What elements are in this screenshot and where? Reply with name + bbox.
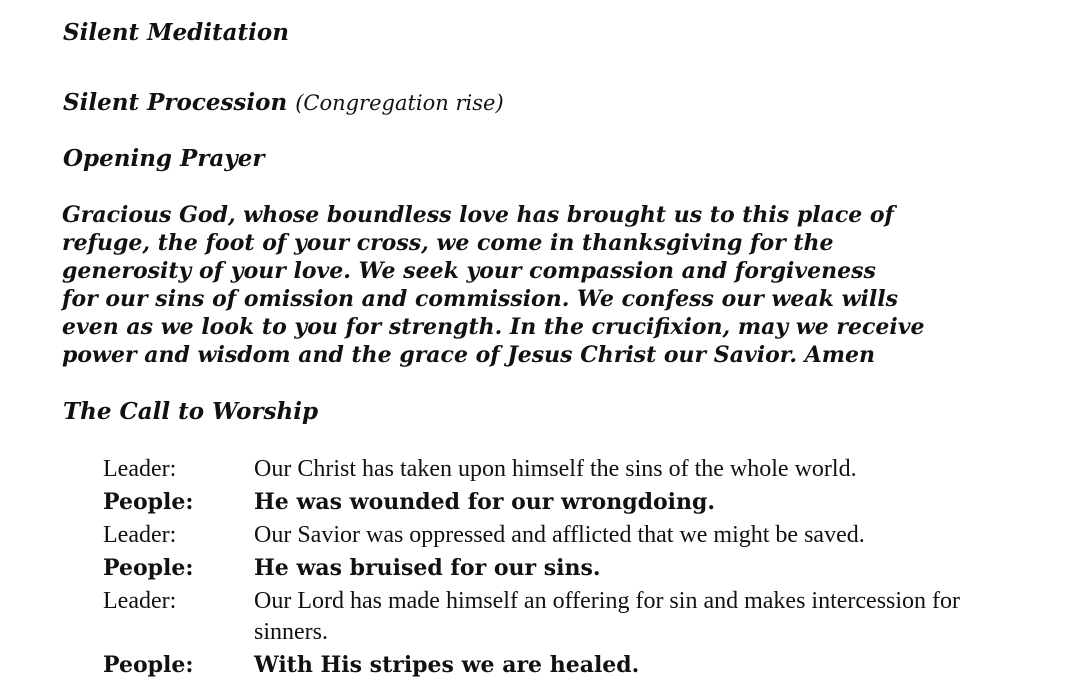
prayer-line: for our sins of omission and commission. We confess our weak wills [62, 286, 898, 312]
litany-line: With His stripes we are healed. [254, 652, 640, 678]
silent-meditation-title: Silent Meditation [63, 19, 289, 46]
speaker-label: People: [103, 489, 194, 515]
prayer-line: even as we look to you for strength. In the crucifixion, may we receive [62, 314, 925, 340]
speaker-label: Leader: [103, 456, 177, 482]
call-to-worship-litany [103, 454, 1003, 683]
speaker-label: Leader: [103, 522, 177, 548]
litany-line: He was bruised for our sins. [254, 555, 601, 581]
litany-row-people [103, 553, 1003, 586]
call-to-worship-title: The Call to Worship [63, 398, 319, 425]
silent-meditation-heading [63, 19, 289, 47]
prayer-line: refuge, the foot of your cross, we come in thanksgiving for the [62, 230, 834, 256]
speaker-label: Leader: [103, 588, 177, 614]
call-to-worship-heading [63, 398, 318, 426]
prayer-line: power and wisdom and the grace of Jesus Christ our Savior. Amen [62, 342, 875, 368]
litany-row-leader [103, 520, 1003, 553]
litany-row-people [103, 650, 1003, 683]
litany-line: He was wounded for our wrongdoing. [254, 489, 716, 515]
opening-prayer-heading [63, 145, 264, 173]
litany-line: Our Savior was oppressed and afflicted that we might be saved. [254, 522, 865, 548]
prayer-line: Gracious God, whose boundless love has brought us to this place of [62, 202, 895, 228]
prayer-line: generosity of your love. We seek your compassion and forgiveness [62, 258, 876, 284]
speaker-label: People: [103, 555, 194, 581]
litany-row-leader [103, 454, 1003, 487]
litany-row-leader [103, 586, 1003, 650]
congregation-rise-note: (Congregation rise) [295, 91, 504, 115]
litany-line: Our Lord has made himself an offering for sin and makes intercession for sinners. [254, 588, 961, 645]
litany-row-people [103, 487, 1003, 520]
speaker-label: People: [103, 652, 194, 678]
silent-procession-heading [63, 89, 504, 117]
opening-prayer-text [62, 201, 1022, 369]
litany-line: Our Christ has taken upon himself the sins of the whole world. [254, 456, 857, 482]
silent-procession-title: Silent Procession [63, 89, 288, 116]
opening-prayer-title: Opening Prayer [63, 145, 265, 172]
